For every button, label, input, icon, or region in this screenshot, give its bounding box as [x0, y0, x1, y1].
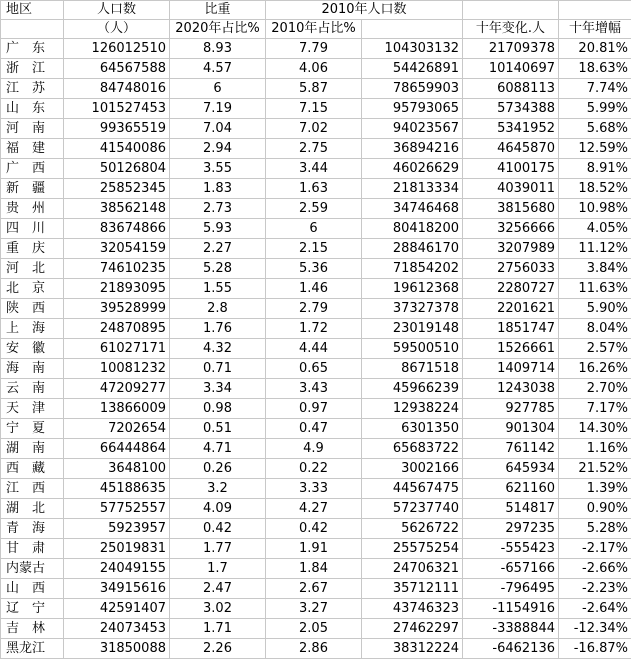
- cell-population[interactable]: 50126804: [64, 159, 170, 179]
- cell-share-2010[interactable]: 4.27: [266, 499, 362, 519]
- cell-ten-year-growth[interactable]: 20.81%: [559, 39, 631, 59]
- cell-population[interactable]: 34915616: [64, 579, 170, 599]
- cell-population-2010[interactable]: 5626722: [362, 519, 463, 539]
- table-row: [1, 279, 631, 299]
- cell-population-2010[interactable]: 21813334: [362, 179, 463, 199]
- cell-ten-year-change[interactable]: 901304: [463, 419, 559, 439]
- cell-share-2020[interactable]: 4.71: [170, 439, 266, 459]
- cell-share-2020[interactable]: 5.93: [170, 219, 266, 239]
- cell-ten-year-change[interactable]: 21709378: [463, 39, 559, 59]
- cell-population[interactable]: 25019831: [64, 539, 170, 559]
- cell-share-2010[interactable]: 2.15: [266, 239, 362, 259]
- cell-ten-year-growth[interactable]: 2.70%: [559, 379, 631, 399]
- cell-region[interactable]: 安 徽: [1, 339, 64, 359]
- table-row: [1, 379, 631, 399]
- cell-ten-year-change[interactable]: -555423: [463, 539, 559, 559]
- table-row: [1, 339, 631, 359]
- cell-population[interactable]: 101527453: [64, 99, 170, 119]
- cell-share-2010[interactable]: 2.59: [266, 199, 362, 219]
- cell-ten-year-growth[interactable]: 4.05%: [559, 219, 631, 239]
- header-region-empty[interactable]: [1, 20, 64, 39]
- cell-ten-year-growth[interactable]: 11.63%: [559, 279, 631, 299]
- cell-share-2020[interactable]: 2.73: [170, 199, 266, 219]
- cell-share-2010[interactable]: 0.47: [266, 419, 362, 439]
- cell-population-2010[interactable]: 65683722: [362, 439, 463, 459]
- cell-ten-year-change[interactable]: -3388844: [463, 619, 559, 639]
- cell-share-2020[interactable]: 1.77: [170, 539, 266, 559]
- cell-share-2010[interactable]: 4.06: [266, 59, 362, 79]
- cell-share-2020[interactable]: 1.83: [170, 179, 266, 199]
- cell-share-2010[interactable]: 3.44: [266, 159, 362, 179]
- cell-region[interactable]: 西 藏: [1, 459, 64, 479]
- cell-ten-year-growth[interactable]: -2.66%: [559, 559, 631, 579]
- cell-share-2020[interactable]: 1.7: [170, 559, 266, 579]
- table-row: [1, 559, 631, 579]
- cell-population-2010[interactable]: 78659903: [362, 79, 463, 99]
- table-row: [1, 99, 631, 119]
- cell-ten-year-change[interactable]: 3256666: [463, 219, 559, 239]
- cell-region[interactable]: 河 北: [1, 259, 64, 279]
- cell-population[interactable]: 47209277: [64, 379, 170, 399]
- cell-ten-year-change[interactable]: 621160: [463, 479, 559, 499]
- cell-population[interactable]: 66444864: [64, 439, 170, 459]
- cell-ten-year-growth[interactable]: 1.16%: [559, 439, 631, 459]
- cell-ten-year-change[interactable]: -657166: [463, 559, 559, 579]
- cell-population-2010[interactable]: 45966239: [362, 379, 463, 399]
- cell-ten-year-growth[interactable]: 14.30%: [559, 419, 631, 439]
- cell-region[interactable]: 黑龙江: [1, 639, 64, 659]
- cell-ten-year-change[interactable]: 4039011: [463, 179, 559, 199]
- cell-population-2010[interactable]: 37327378: [362, 299, 463, 319]
- cell-population-2010[interactable]: 24706321: [362, 559, 463, 579]
- table-row: [1, 419, 631, 439]
- cell-population[interactable]: 39528999: [64, 299, 170, 319]
- cell-share-2010[interactable]: 4.44: [266, 339, 362, 359]
- cell-share-2020[interactable]: 6: [170, 79, 266, 99]
- cell-region[interactable]: 江 苏: [1, 79, 64, 99]
- cell-region[interactable]: 上 海: [1, 319, 64, 339]
- cell-share-2010[interactable]: 1.63: [266, 179, 362, 199]
- header-growth[interactable]: 十年增幅: [559, 20, 631, 39]
- cell-region[interactable]: 河 南: [1, 119, 64, 139]
- cell-region[interactable]: 重 庆: [1, 239, 64, 259]
- cell-region[interactable]: 海 南: [1, 359, 64, 379]
- header-region[interactable]: 地区: [1, 1, 64, 20]
- table-row: [1, 159, 631, 179]
- cell-population-2010[interactable]: 57237740: [362, 499, 463, 519]
- cell-share-2020[interactable]: 4.09: [170, 499, 266, 519]
- cell-ten-year-change[interactable]: 4645870: [463, 139, 559, 159]
- cell-ten-year-change[interactable]: 6088113: [463, 79, 559, 99]
- table-row: [1, 519, 631, 539]
- cell-ten-year-growth[interactable]: -2.64%: [559, 599, 631, 619]
- cell-share-2010[interactable]: 3.43: [266, 379, 362, 399]
- cell-share-2020[interactable]: 3.02: [170, 599, 266, 619]
- cell-ten-year-change[interactable]: 3815680: [463, 199, 559, 219]
- cell-ten-year-growth[interactable]: 8.04%: [559, 319, 631, 339]
- table-row: [1, 119, 631, 139]
- cell-population[interactable]: 41540086: [64, 139, 170, 159]
- cell-share-2010[interactable]: 7.79: [266, 39, 362, 59]
- cell-region[interactable]: 四 川: [1, 219, 64, 239]
- header-population-unit[interactable]: （人）: [64, 20, 170, 39]
- cell-region[interactable]: 内蒙古: [1, 559, 64, 579]
- cell-share-2010[interactable]: 2.75: [266, 139, 362, 159]
- cell-share-2020[interactable]: 2.94: [170, 139, 266, 159]
- cell-population-2010[interactable]: 71854202: [362, 259, 463, 279]
- cell-region[interactable]: 湖 北: [1, 499, 64, 519]
- cell-ten-year-growth[interactable]: 21.52%: [559, 459, 631, 479]
- header-population[interactable]: 人口数: [64, 1, 170, 20]
- cell-region[interactable]: 吉 林: [1, 619, 64, 639]
- cell-region[interactable]: 辽 宁: [1, 599, 64, 619]
- cell-region[interactable]: 新 疆: [1, 179, 64, 199]
- cell-ten-year-change[interactable]: 927785: [463, 399, 559, 419]
- cell-ten-year-change[interactable]: -6462136: [463, 639, 559, 659]
- cell-ten-year-change[interactable]: 4100175: [463, 159, 559, 179]
- table-row: [1, 579, 631, 599]
- cell-population[interactable]: 83674866: [64, 219, 170, 239]
- cell-population[interactable]: 99365519: [64, 119, 170, 139]
- cell-ten-year-change[interactable]: 645934: [463, 459, 559, 479]
- cell-population[interactable]: 84748016: [64, 79, 170, 99]
- cell-share-2020[interactable]: 0.26: [170, 459, 266, 479]
- cell-share-2020[interactable]: 1.71: [170, 619, 266, 639]
- cell-population-2010[interactable]: 95793065: [362, 99, 463, 119]
- cell-ten-year-growth[interactable]: 3.84%: [559, 259, 631, 279]
- cell-share-2020[interactable]: 3.2: [170, 479, 266, 499]
- cell-region[interactable]: 青 海: [1, 519, 64, 539]
- table-row: [1, 539, 631, 559]
- cell-share-2020[interactable]: 2.8: [170, 299, 266, 319]
- cell-population-2010[interactable]: 12938224: [362, 399, 463, 419]
- cell-population[interactable]: 61027171: [64, 339, 170, 359]
- cell-region[interactable]: 陕 西: [1, 299, 64, 319]
- cell-share-2010[interactable]: 1.84: [266, 559, 362, 579]
- cell-ten-year-growth[interactable]: 12.59%: [559, 139, 631, 159]
- cell-ten-year-growth[interactable]: 11.12%: [559, 239, 631, 259]
- header-pop2010-empty[interactable]: [362, 20, 463, 39]
- cell-population-2010[interactable]: 46026629: [362, 159, 463, 179]
- cell-share-2020[interactable]: 4.57: [170, 59, 266, 79]
- cell-ten-year-change[interactable]: 514817: [463, 499, 559, 519]
- cell-ten-year-change[interactable]: 1243038: [463, 379, 559, 399]
- cell-ten-year-growth[interactable]: -2.17%: [559, 539, 631, 559]
- table-row: [1, 619, 631, 639]
- cell-ten-year-growth[interactable]: 10.98%: [559, 199, 631, 219]
- header-share[interactable]: 比重: [170, 1, 266, 20]
- cell-population-2010[interactable]: 28846170: [362, 239, 463, 259]
- cell-share-2010[interactable]: 5.87: [266, 79, 362, 99]
- cell-region[interactable]: 贵 州: [1, 199, 64, 219]
- table-row: [1, 179, 631, 199]
- cell-ten-year-growth[interactable]: 18.63%: [559, 59, 631, 79]
- cell-population-2010[interactable]: 6301350: [362, 419, 463, 439]
- cell-ten-year-change[interactable]: 1526661: [463, 339, 559, 359]
- cell-population-2010[interactable]: 104303132: [362, 39, 463, 59]
- cell-share-2020[interactable]: 2.47: [170, 579, 266, 599]
- cell-population[interactable]: 25852345: [64, 179, 170, 199]
- cell-population[interactable]: 32054159: [64, 239, 170, 259]
- cell-share-2020[interactable]: 1.55: [170, 279, 266, 299]
- cell-population-2010[interactable]: 94023567: [362, 119, 463, 139]
- cell-share-2010[interactable]: 7.15: [266, 99, 362, 119]
- header-row-2: [1, 20, 631, 39]
- cell-population-2010[interactable]: 23019148: [362, 319, 463, 339]
- cell-ten-year-growth[interactable]: 7.74%: [559, 79, 631, 99]
- cell-share-2010[interactable]: 1.91: [266, 539, 362, 559]
- cell-population[interactable]: 31850088: [64, 639, 170, 659]
- table-row: [1, 139, 631, 159]
- cell-population[interactable]: 42591407: [64, 599, 170, 619]
- cell-population-2010[interactable]: 25575254: [362, 539, 463, 559]
- header-growth-empty[interactable]: [559, 1, 631, 20]
- cell-ten-year-change[interactable]: -796495: [463, 579, 559, 599]
- table-row: [1, 599, 631, 619]
- cell-share-2020[interactable]: 0.71: [170, 359, 266, 379]
- cell-region[interactable]: 云 南: [1, 379, 64, 399]
- cell-share-2010[interactable]: 0.65: [266, 359, 362, 379]
- cell-region[interactable]: 山 东: [1, 99, 64, 119]
- cell-share-2010[interactable]: 1.46: [266, 279, 362, 299]
- cell-ten-year-growth[interactable]: 5.68%: [559, 119, 631, 139]
- cell-region[interactable]: 北 京: [1, 279, 64, 299]
- cell-ten-year-change[interactable]: 5734388: [463, 99, 559, 119]
- cell-share-2020[interactable]: 7.04: [170, 119, 266, 139]
- cell-population[interactable]: 38562148: [64, 199, 170, 219]
- cell-ten-year-growth[interactable]: 1.39%: [559, 479, 631, 499]
- cell-population-2010[interactable]: 34746468: [362, 199, 463, 219]
- cell-population-2010[interactable]: 38312224: [362, 639, 463, 659]
- table-row: [1, 199, 631, 219]
- cell-population[interactable]: 24073453: [64, 619, 170, 639]
- cell-ten-year-growth[interactable]: 18.52%: [559, 179, 631, 199]
- cell-population[interactable]: 3648100: [64, 459, 170, 479]
- cell-population[interactable]: 74610235: [64, 259, 170, 279]
- table-row: [1, 319, 631, 339]
- cell-share-2010[interactable]: 0.42: [266, 519, 362, 539]
- cell-share-2010[interactable]: 3.33: [266, 479, 362, 499]
- cell-population[interactable]: 126012510: [64, 39, 170, 59]
- cell-share-2020[interactable]: 3.55: [170, 159, 266, 179]
- cell-ten-year-growth[interactable]: -2.23%: [559, 579, 631, 599]
- cell-ten-year-change[interactable]: -1154916: [463, 599, 559, 619]
- table-row: [1, 39, 631, 59]
- header-share-2020[interactable]: 2020年占比%: [170, 20, 266, 39]
- cell-region[interactable]: 广 西: [1, 159, 64, 179]
- cell-population[interactable]: 7202654: [64, 419, 170, 439]
- cell-share-2010[interactable]: 2.86: [266, 639, 362, 659]
- cell-ten-year-growth[interactable]: 16.26%: [559, 359, 631, 379]
- table-row: [1, 259, 631, 279]
- cell-population-2010[interactable]: 80418200: [362, 219, 463, 239]
- cell-population-2010[interactable]: 44567475: [362, 479, 463, 499]
- cell-region[interactable]: 甘 肃: [1, 539, 64, 559]
- table-row: [1, 59, 631, 79]
- cell-share-2010[interactable]: 6: [266, 219, 362, 239]
- cell-share-2020[interactable]: 0.42: [170, 519, 266, 539]
- cell-share-2020[interactable]: 5.28: [170, 259, 266, 279]
- table-row: [1, 639, 631, 659]
- table-row: [1, 299, 631, 319]
- cell-ten-year-change[interactable]: 2280727: [463, 279, 559, 299]
- cell-share-2010[interactable]: 4.9: [266, 439, 362, 459]
- cell-region[interactable]: 天 津: [1, 399, 64, 419]
- table-row: [1, 359, 631, 379]
- cell-share-2010[interactable]: 2.05: [266, 619, 362, 639]
- cell-region[interactable]: 湖 南: [1, 439, 64, 459]
- cell-ten-year-growth[interactable]: 5.99%: [559, 99, 631, 119]
- cell-population-2010[interactable]: 19612368: [362, 279, 463, 299]
- cell-ten-year-growth[interactable]: 5.28%: [559, 519, 631, 539]
- table-row: [1, 219, 631, 239]
- cell-population-2010[interactable]: 8671518: [362, 359, 463, 379]
- cell-share-2020[interactable]: 4.32: [170, 339, 266, 359]
- table-row: [1, 79, 631, 99]
- table-row: [1, 479, 631, 499]
- cell-region[interactable]: 山 西: [1, 579, 64, 599]
- cell-population[interactable]: 57752557: [64, 499, 170, 519]
- cell-population[interactable]: 24049155: [64, 559, 170, 579]
- cell-region[interactable]: 广 东: [1, 39, 64, 59]
- cell-ten-year-change[interactable]: 1409714: [463, 359, 559, 379]
- cell-region[interactable]: 福 建: [1, 139, 64, 159]
- cell-population[interactable]: 13866009: [64, 399, 170, 419]
- cell-population-2010[interactable]: 43746323: [362, 599, 463, 619]
- cell-share-2020[interactable]: 8.93: [170, 39, 266, 59]
- cell-region[interactable]: 浙 江: [1, 59, 64, 79]
- cell-population[interactable]: 10081232: [64, 359, 170, 379]
- cell-population-2010[interactable]: 36894216: [362, 139, 463, 159]
- table-row: [1, 499, 631, 519]
- header-change-empty[interactable]: [463, 1, 559, 20]
- cell-population[interactable]: 24870895: [64, 319, 170, 339]
- cell-share-2020[interactable]: 0.98: [170, 399, 266, 419]
- cell-share-2020[interactable]: 2.27: [170, 239, 266, 259]
- cell-ten-year-change[interactable]: 5341952: [463, 119, 559, 139]
- cell-share-2020[interactable]: 0.51: [170, 419, 266, 439]
- cell-ten-year-change[interactable]: 761142: [463, 439, 559, 459]
- table-row: [1, 239, 631, 259]
- cell-share-2020[interactable]: 1.76: [170, 319, 266, 339]
- cell-ten-year-change[interactable]: 2756033: [463, 259, 559, 279]
- cell-population[interactable]: 64567588: [64, 59, 170, 79]
- cell-ten-year-growth[interactable]: -16.87%: [559, 639, 631, 659]
- cell-ten-year-change[interactable]: 3207989: [463, 239, 559, 259]
- cell-share-2020[interactable]: 2.26: [170, 639, 266, 659]
- cell-ten-year-growth[interactable]: 5.90%: [559, 299, 631, 319]
- cell-population-2010[interactable]: 54426891: [362, 59, 463, 79]
- header-row-1: [1, 1, 631, 20]
- cell-population[interactable]: 45188635: [64, 479, 170, 499]
- cell-population-2010[interactable]: 27462297: [362, 619, 463, 639]
- cell-share-2010[interactable]: 7.02: [266, 119, 362, 139]
- cell-share-2010[interactable]: 5.36: [266, 259, 362, 279]
- cell-share-2010[interactable]: 2.67: [266, 579, 362, 599]
- cell-ten-year-growth[interactable]: 7.17%: [559, 399, 631, 419]
- cell-share-2010[interactable]: 0.97: [266, 399, 362, 419]
- cell-population-2010[interactable]: 35712111: [362, 579, 463, 599]
- cell-share-2010[interactable]: 3.27: [266, 599, 362, 619]
- cell-region[interactable]: 江 西: [1, 479, 64, 499]
- cell-share-2020[interactable]: 7.19: [170, 99, 266, 119]
- header-share-2010[interactable]: 2010年占比%: [266, 20, 362, 39]
- cell-share-2010[interactable]: 0.22: [266, 459, 362, 479]
- cell-ten-year-growth[interactable]: 2.57%: [559, 339, 631, 359]
- cell-ten-year-change[interactable]: 1851747: [463, 319, 559, 339]
- table-row: [1, 399, 631, 419]
- header-pop2010[interactable]: 2010年人口数: [266, 1, 463, 20]
- cell-population-2010[interactable]: 59500510: [362, 339, 463, 359]
- cell-ten-year-growth[interactable]: 0.90%: [559, 499, 631, 519]
- table-row: [1, 439, 631, 459]
- cell-ten-year-change[interactable]: 297235: [463, 519, 559, 539]
- cell-population[interactable]: 21893095: [64, 279, 170, 299]
- cell-population[interactable]: 5923957: [64, 519, 170, 539]
- header-change[interactable]: 十年变化.人: [463, 20, 559, 39]
- cell-share-2010[interactable]: 1.72: [266, 319, 362, 339]
- cell-share-2010[interactable]: 2.79: [266, 299, 362, 319]
- cell-population-2010[interactable]: 3002166: [362, 459, 463, 479]
- cell-ten-year-growth[interactable]: -12.34%: [559, 619, 631, 639]
- cell-share-2020[interactable]: 3.34: [170, 379, 266, 399]
- cell-ten-year-growth[interactable]: 8.91%: [559, 159, 631, 179]
- cell-ten-year-change[interactable]: 2201621: [463, 299, 559, 319]
- cell-ten-year-change[interactable]: 10140697: [463, 59, 559, 79]
- cell-region[interactable]: 宁 夏: [1, 419, 64, 439]
- table-row: [1, 459, 631, 479]
